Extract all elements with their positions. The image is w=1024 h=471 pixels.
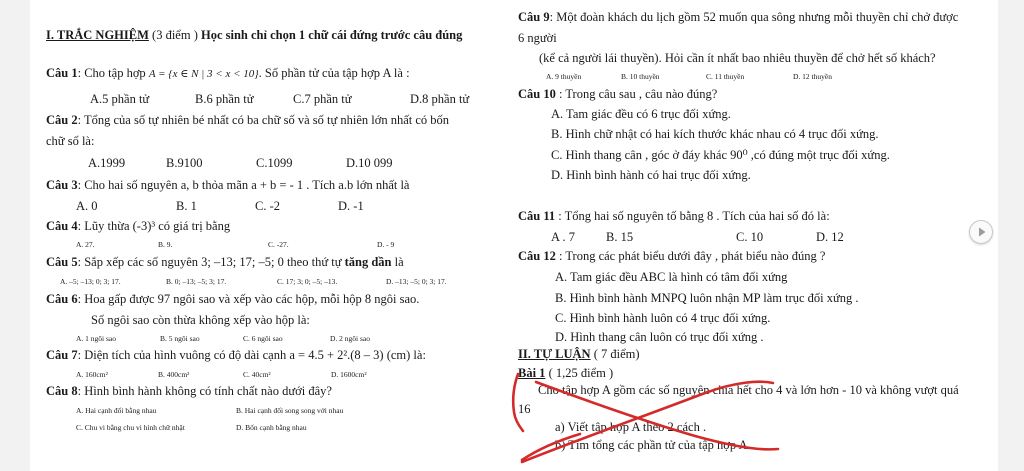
option-a[interactable]: A. Tam giác đều có 6 trục đối xứng.	[551, 107, 731, 121]
question-text: : Trong câu sau , câu nào đúng?	[555, 87, 718, 101]
exercise-1-part-a: a) Viết tập hợp A theo 2 cách .	[555, 420, 707, 434]
option-b[interactable]: B. Hình chữ nhật có hai kích thước khác nhau có 4 trục đối xứng.	[551, 127, 879, 141]
question-text: : Sắp xếp các số nguyên 3; –13; 17; –5; 0 theo thứ tự	[77, 255, 345, 269]
option-b[interactable]: B. 10 thuyền	[621, 72, 660, 81]
option-b[interactable]: B. 0; –13; –5; 3; 17.	[166, 277, 227, 286]
option-a[interactable]: A. 9 thuyền	[546, 72, 582, 81]
option-b[interactable]: B.6 phần tử	[195, 92, 254, 106]
option-c[interactable]: C. -2	[255, 199, 280, 213]
option-c[interactable]: C. Chu vi bằng chu vi hình chữ nhật	[76, 423, 185, 432]
option-d[interactable]: D. 1600cm²	[331, 370, 367, 379]
question-label: Câu 4	[46, 219, 78, 233]
option-c[interactable]: C. 6 ngôi sao	[243, 334, 283, 343]
option-d[interactable]: D. - 9	[377, 240, 395, 249]
question-8	[46, 384, 332, 399]
option-a[interactable]: A. 160cm²	[76, 370, 108, 379]
option-b[interactable]: B. 400cm²	[158, 370, 190, 379]
question-label: Câu 3	[46, 178, 78, 192]
section-2-heading	[518, 347, 640, 362]
question-7	[46, 348, 426, 363]
question-label: Câu 9	[518, 10, 550, 24]
option-a[interactable]: A.5 phần tử	[90, 92, 150, 106]
question-text: : Hình bình hành không có tính chất nào dưới đây?	[77, 384, 332, 398]
play-icon	[970, 221, 992, 243]
question-3	[46, 178, 409, 193]
option-c[interactable]: C. 17; 3; 0; –5; –13.	[277, 277, 338, 286]
question-label: Câu 11	[518, 209, 556, 223]
question-text: : Cho hai số nguyên a, b thỏa mãn a + b = - 1 . Tích a.b lớn nhất là	[77, 178, 410, 192]
option-b[interactable]: B. 5 ngôi sao	[160, 334, 200, 343]
section-2-points: ( 7 điểm)	[590, 347, 640, 361]
option-d[interactable]: D. 12 thuyền	[793, 72, 832, 81]
option-d[interactable]: D. 2 ngôi sao	[330, 334, 370, 343]
question-text: : Một đoàn khách du lịch gồm 52 muốn qua sông nhưng mỗi thuyền chỉ chở được	[549, 10, 959, 24]
option-d[interactable]: D.8 phần tử	[410, 92, 470, 106]
question-text: : Hoa gấp được 97 ngôi sao và xếp vào các hộp, mỗi hộp 8 ngôi sao.	[77, 292, 420, 306]
option-b[interactable]: B. Hai cạnh đối song song với nhau	[236, 406, 344, 415]
question-2	[46, 113, 449, 128]
option-a[interactable]: A. Hai cạnh đối bằng nhau	[76, 406, 157, 415]
question-4	[46, 219, 230, 234]
option-b[interactable]: B. 9.	[158, 240, 173, 249]
exercise-1-text: Cho tập hợp A gồm các số nguyên chia hết cho 4 và lớn hơn - 10 và không vượt quá	[538, 383, 959, 397]
option-b[interactable]: B. Hình bình hành MNPQ luôn nhận MP làm trục đối xứng .	[555, 291, 859, 305]
option-d[interactable]: D. -1	[338, 199, 364, 213]
question-1	[46, 66, 410, 82]
exercise-label: Bài 1	[518, 366, 546, 380]
question-label: Câu 6	[46, 292, 78, 306]
question-5	[46, 255, 404, 270]
option-d[interactable]: D. Bốn cạnh bằng nhau	[236, 423, 307, 432]
option-a[interactable]: A. Tam giác đều ABC là hình có tâm đối xứng	[555, 270, 788, 284]
option-a[interactable]: A. 0	[76, 199, 98, 213]
option-b[interactable]: B.9100	[166, 156, 203, 170]
option-d[interactable]: D. Hình thang cân luôn có trục đối xứng .	[555, 330, 764, 344]
question-label: Câu 1	[46, 66, 78, 80]
question-12	[518, 249, 825, 264]
option-a[interactable]: A . 7	[551, 230, 575, 244]
question-2-cont: chữ số là:	[46, 134, 95, 148]
next-page-button[interactable]	[969, 220, 993, 244]
section-1-points: (3 điểm )	[148, 28, 201, 42]
section-1-instruction: Học sinh chỉ chọn 1 chữ cái đứng trước câu đúng	[200, 28, 463, 42]
exercise-1-text-cont: 16	[518, 402, 531, 416]
option-c[interactable]: C. Hình bình hành luôn có 4 trục đối xứng.	[555, 311, 771, 325]
exercise-1-heading	[518, 366, 613, 381]
question-9-note: (kể cả người lái thuyền). Hỏi cần ít nhất bao nhiêu thuyền để chở hết số khách?	[539, 51, 936, 65]
option-a[interactable]: A. 27.	[76, 240, 95, 249]
question-9-cont: 6 người	[518, 31, 557, 45]
option-c[interactable]: C. -27.	[268, 240, 289, 249]
question-text: : Diện tích của hình vuông có độ dài cạnh a = 4.5 + 2².(8 – 3) (cm) là:	[77, 348, 426, 362]
question-label: Câu 10	[518, 87, 556, 101]
option-d[interactable]: D.10 099	[346, 156, 393, 170]
question-label: Câu 2	[46, 113, 78, 127]
question-text: : Tổng hai số nguyên tố bằng 8 . Tích của hai số đó là:	[555, 209, 830, 223]
question-text-cont: . Số phần tử của tập hợp A là :	[258, 66, 410, 80]
option-d[interactable]: D. Hình bình hành có hai trục đối xứng.	[551, 168, 751, 182]
question-emphasis: tăng dần	[344, 255, 392, 269]
question-6	[46, 292, 419, 307]
question-text: : Cho tập hợp	[77, 66, 149, 80]
question-6-cont: Số ngôi sao còn thừa không xếp vào hộp là:	[91, 313, 310, 327]
section-2-title: II. TỰ LUẬN	[518, 347, 591, 361]
option-a[interactable]: A.1999	[88, 156, 126, 170]
option-d[interactable]: D. –13; –5; 0; 3; 17.	[386, 277, 447, 286]
section-1-heading	[46, 28, 462, 43]
question-text: : Tổng của số tự nhiên bé nhất có ba chữ số và số tự nhiên lớn nhất có bốn	[77, 113, 450, 127]
question-9	[518, 10, 958, 25]
option-b[interactable]: B. 1	[176, 199, 197, 213]
option-c[interactable]: C.1099	[256, 156, 293, 170]
option-c[interactable]: C. 11 thuyền	[706, 72, 745, 81]
option-a[interactable]: A. 1 ngôi sao	[76, 334, 116, 343]
option-b[interactable]: B. 15	[606, 230, 634, 244]
exercise-points: ( 1,25 điểm )	[545, 366, 614, 380]
section-1-title: I. TRẮC NGHIỆM	[46, 28, 149, 42]
option-c[interactable]: C. 40cm²	[243, 370, 271, 379]
option-d[interactable]: D. 12	[816, 230, 844, 244]
option-c[interactable]: C. Hình thang cân , góc ở đáy khác 90⁰ ,có đúng một trục đối xứng.	[551, 148, 890, 162]
set-notation: A = {x ∈ N | 3 < x < 10}	[148, 68, 259, 80]
question-label: Câu 5	[46, 255, 78, 269]
question-label: Câu 8	[46, 384, 78, 398]
question-11	[518, 209, 830, 224]
question-text: : Lũy thừa (-3)³ có giá trị bằng	[77, 219, 231, 233]
option-a[interactable]: A. –5; –13; 0; 3; 17.	[60, 277, 121, 286]
question-label: Câu 7	[46, 348, 78, 362]
option-c[interactable]: C. 10	[736, 230, 764, 244]
question-text: : Trong các phát biểu dưới đây , phát biểu nào đúng ?	[555, 249, 826, 263]
question-label: Câu 12	[518, 249, 556, 263]
question-10	[518, 87, 717, 102]
exercise-1-part-b: b) Tìm tổng các phần tử của tập hợp A.	[555, 438, 751, 452]
option-c[interactable]: C.7 phần tử	[293, 92, 352, 106]
question-text-cont: là	[391, 255, 404, 269]
